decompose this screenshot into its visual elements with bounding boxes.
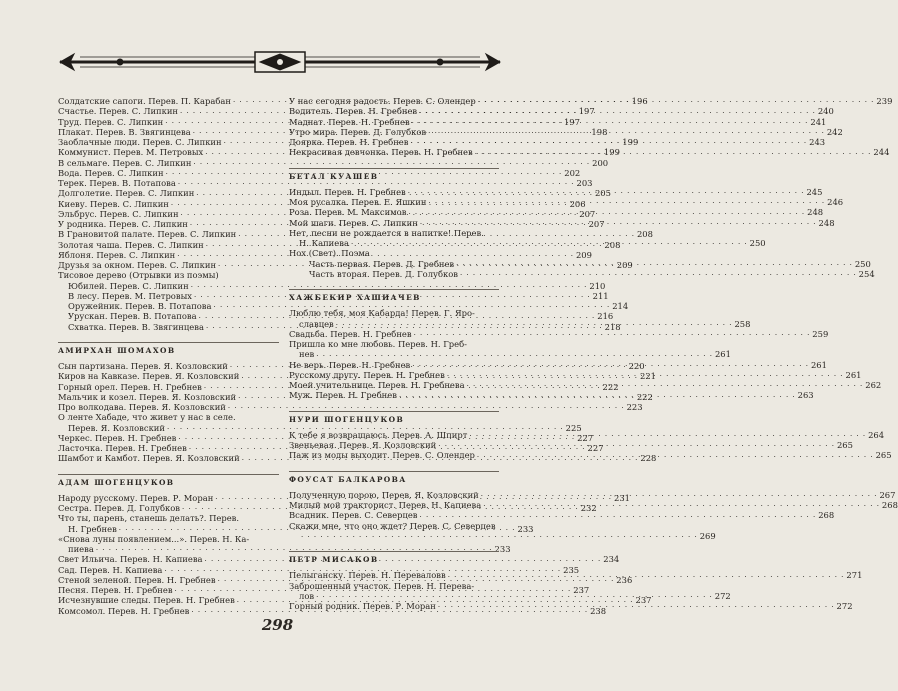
leader-dots <box>301 533 698 541</box>
toc-entry-page: 221 <box>640 371 656 382</box>
toc-entry <box>289 349 731 360</box>
toc-entry-page: 265 <box>836 440 853 450</box>
toc-entry <box>289 581 499 591</box>
toc-entry-title: Н. Капиева <box>299 238 349 248</box>
leader-dots <box>428 126 825 137</box>
toc-entry-title: Урускан. Перев. В. Потапова <box>68 311 197 322</box>
toc-entry <box>58 412 279 422</box>
toc-entry-title: Полученную порою. Перев. Я. Козловский <box>289 489 479 500</box>
toc-entry-page: 225 <box>565 422 582 433</box>
toc-entry-title: Оружейник. Перев. В. Потапова <box>68 301 212 311</box>
toc-entry-page: 222 <box>636 391 653 402</box>
toc-entry-title: Индыл. Перев. Н. Гребнев <box>289 186 406 197</box>
toc-entry-title: Пелыганску. Перев. Н. Переваловв <box>289 570 446 581</box>
toc-entry-page: 197 <box>563 116 580 127</box>
toc-entry-title: Черкес. Перев. Н. Гребнев <box>58 432 177 443</box>
toc-entry-title: Ласточка. Перев. Н. Гребнев <box>58 443 187 453</box>
section-author-heading: ХАЖБЕКИР ХАШИАЧЕВ <box>289 289 499 303</box>
toc-entry-page: 222 <box>602 381 619 392</box>
toc-entry-title: Некрасивая девчонка. Перев. Н. Гребнев <box>289 147 473 158</box>
toc-entry-page: 197 <box>578 106 595 117</box>
toc-entry-title: Часть первая. Перев. Д. Гребнев <box>309 258 455 269</box>
leader-dots <box>469 432 866 440</box>
toc-entry-page: 268 <box>881 500 898 510</box>
toc-entry-title: Мой шаги. Перев. С. Липкин <box>289 217 418 228</box>
toc-entry-title: Сестра. Перев. Д. Голубков <box>58 503 180 513</box>
toc-entry-title: Киров на Кавказе. Перев. Я. Козловский <box>58 371 240 382</box>
toc-entry-title: Шамбот и Камбот. Перев. Я. Козловский <box>58 453 240 464</box>
toc-entry <box>58 513 279 523</box>
toc-entry-title: Плакат. Перев. В. Звягинцева <box>58 126 191 137</box>
leader-dots <box>456 261 853 269</box>
toc-entry <box>289 339 499 349</box>
toc-entry-page: 208 <box>604 239 621 250</box>
toc-entry-page: 214 <box>612 301 629 311</box>
leader-dots <box>420 220 817 228</box>
toc-entry-page: 239 <box>876 96 893 106</box>
toc-entry-page: 243 <box>809 137 826 147</box>
toc-entry-title: Яблоня. Перев. С. Липкин <box>58 249 176 260</box>
toc-entry-page: 227 <box>587 443 604 453</box>
toc-entry-page: 241 <box>810 116 827 127</box>
toc-entry-title: Заоблачные люди. Перев. С. Липкин <box>58 137 222 147</box>
toc-entry-title: В лесу. Перев. М. Петровых <box>68 290 192 301</box>
toc-entry-title: Песня. Перев. Н. Гребнев <box>58 585 173 595</box>
toc-entry-title: Водитель. Перев. Н. Гребнев <box>289 106 418 117</box>
toc-entry-page: 265 <box>875 450 892 461</box>
toc-entry-title: Свадьба. Перев. Н. Гребнев <box>289 328 412 339</box>
section-author-heading: БЕТАЛ КУАШЕВ <box>289 168 499 182</box>
toc-entry-title: Пришла ко мне любовь. Перев. Н. Греб- <box>289 339 467 349</box>
toc-entry <box>289 228 499 238</box>
toc-entry-title: Утро мира. Перев. Д. Голубков <box>289 126 427 137</box>
toc-entry-page: 233 <box>517 523 534 534</box>
toc-entry-title: Горный орел. Перев. Н. Гребнев <box>58 381 202 392</box>
toc-entry-page: 203 <box>576 178 593 188</box>
toc-entry-title: Что ты, парень, станешь делать?. Перев. <box>58 513 240 524</box>
toc-entry-page: 269 <box>699 530 716 541</box>
toc-entry-page: 233 <box>494 544 511 554</box>
toc-entry-title: Схватка. Перев. В. Звягинцева <box>68 321 204 332</box>
toc-entry-title: Эльбрус. Перев. С. Липкин <box>58 208 179 219</box>
toc-entry-title: К тебе я возвращаюсь. Перев. А. Шпирт <box>289 429 468 440</box>
toc-entry <box>289 521 499 531</box>
toc-entry-page: 248 <box>818 217 835 228</box>
toc-entry-page: 258 <box>734 318 751 329</box>
toc-entry-title: Милый мой тракторист. Перев. Н. Капиева <box>289 500 482 510</box>
toc-entry-title: Золотая чаша. Перев. С. Липкин <box>58 239 204 250</box>
leader-dots <box>419 109 816 117</box>
toc-entry-title: Комсомол. Перев. Н. Гребнев <box>58 605 190 616</box>
section-author-heading: ФОУСАТ БАЛКАРОВА <box>289 471 499 485</box>
leader-dots <box>414 331 811 339</box>
toc-entry-page: 228 <box>640 453 657 464</box>
toc-entry-page: 220 <box>628 361 645 371</box>
toc-entry-title: Перев. Я. Козловский <box>68 422 165 433</box>
toc-entry-page: 231 <box>613 492 630 503</box>
toc-entry-page: 216 <box>597 311 614 322</box>
toc-entry <box>58 178 593 188</box>
toc-entry-title: Доярка. Перев. Н. Гребнев <box>289 137 409 147</box>
toc-entry-title: пиева <box>68 544 94 554</box>
toc-entry-title: У родника. Перев. С. Липкин <box>58 219 188 229</box>
toc-entry-title: Заброшенный участок. Перев. Н. Перева- <box>289 580 475 591</box>
leader-dots <box>316 593 713 601</box>
toc-entry-page: 218 <box>604 321 621 332</box>
leader-dots <box>316 352 713 360</box>
toc-entry-title: Звеньевая. Перев. Я. Козловский <box>289 440 437 450</box>
toc-entry-title: Часть вторая. Перев. Д. Голубков <box>309 268 458 279</box>
section-author-heading: НУРИ ШОГЕНЦУКОВ <box>289 411 499 425</box>
toc-entry-title: Народу русскому. Перев. Р. Моран <box>58 492 214 503</box>
toc-entry-title: Долголетие. Перев. С. Липкин <box>58 188 195 199</box>
toc-entry-title: лов <box>299 590 315 601</box>
toc-entry-page: 198 <box>591 126 608 137</box>
toc-entry-title: Сын партизана. Перев. Я. Козловский <box>58 361 228 371</box>
toc-entry <box>58 544 511 554</box>
toc-entry-page: 272 <box>714 590 731 601</box>
toc-entry-page: 207 <box>588 219 605 229</box>
toc-entry-page: 264 <box>868 429 885 440</box>
toc-entry-page: 262 <box>865 380 882 390</box>
toc-entry-page: 234 <box>603 554 620 565</box>
toc-entry-title: Паж из моды выходит. Перев. С. Олендер <box>289 450 475 461</box>
toc-entry-page: 246 <box>827 197 844 207</box>
toc-entry-title: У нас сегодня радость. Перев. С. Олендер <box>289 96 476 106</box>
leader-dots <box>412 116 809 127</box>
toc-entry <box>58 301 629 311</box>
toc-entry-page: 261 <box>845 369 862 380</box>
toc-entry-title: Роза. Перев. М. Максимов <box>289 207 407 218</box>
toc-entry-title: Солдатские сапоги. Перев. П. Карабан <box>58 96 231 106</box>
toc-entry-page: 206 <box>569 198 586 209</box>
toc-entry <box>289 328 829 339</box>
toc-entry <box>58 280 606 291</box>
toc-entry-page: 237 <box>573 585 590 595</box>
toc-entry-title: Н. Гребнев <box>68 523 117 534</box>
toc-entry-page: 261 <box>810 359 827 370</box>
toc-entry-page: 267 <box>879 489 896 500</box>
leader-dots <box>478 98 875 106</box>
toc-entry-title: Про волкодава. Перев. Я. Козловский <box>58 402 226 412</box>
toc-entry-page: 242 <box>826 126 843 137</box>
toc-entry-page: 271 <box>846 570 863 581</box>
toc-entry-page: 244 <box>873 147 890 158</box>
section-author-heading: АДАМ ШОГЕНЦУКОВ <box>58 474 279 488</box>
leader-dots <box>408 189 805 197</box>
page-number: 298 <box>261 616 294 634</box>
toc-entry-title: Русскому другу. Перев. Н. Гребнев <box>289 369 445 380</box>
toc-entry-title: Скажи мне, что оно ждет? Перев. С. Северцев <box>289 520 496 531</box>
toc-entry <box>58 157 609 168</box>
toc-entry-page: 240 <box>817 106 834 117</box>
toc-entry-title: нев <box>299 349 315 360</box>
toc-entry-title: Друзья за окном. Перев. С. Липкин <box>58 260 217 270</box>
toc-entry-page: 250 <box>854 258 871 269</box>
toc-entry <box>58 422 582 433</box>
leader-dots <box>412 362 809 370</box>
toc-entry-title: Киеву. Перев. С. Липкин <box>58 198 169 209</box>
leader-dots <box>460 271 857 279</box>
toc-entry-page: 227 <box>577 432 594 443</box>
toc-entry-title: Вода. Перев. С. Липкин <box>58 167 164 178</box>
toc-entry <box>289 510 835 521</box>
section-author-heading: ПЕТР МИСАКОВ <box>289 551 499 565</box>
toc-entry-page: 236 <box>616 574 633 585</box>
leader-dots <box>438 442 835 450</box>
toc-entry-page: 245 <box>806 186 823 197</box>
toc-entry-title: Труд. Перев. С. Липкин <box>58 116 164 127</box>
toc-entry-page: 272 <box>836 601 853 611</box>
leader-dots <box>410 139 807 147</box>
toc-entry-title: Нох (Свет). Поэма <box>289 248 370 259</box>
toc-entry-page: 200 <box>592 157 609 168</box>
toc-entry-page: 223 <box>626 402 643 412</box>
toc-entry-title: Люблю тебя, моя Кабарда! Перев. Г. Яро- <box>289 308 475 319</box>
toc-entry-title: «Снова луны появлением...». Перев. Н. Ка- <box>58 533 250 544</box>
leader-dots <box>408 210 805 218</box>
toc-entry-page: 250 <box>749 238 766 248</box>
toc-entry-title: В сельмаге. Перев. С. Липкин <box>58 157 192 168</box>
toc-entry-title: Горный родник. Перев. Р. Моран <box>289 601 436 611</box>
toc-entry-title: Стеной зеленой. Перев. Н. Гребнев <box>58 574 216 585</box>
toc-entry-title: Счастье. Перев. С. Липкин <box>58 106 179 117</box>
toc-entry-page: 237 <box>635 595 652 606</box>
toc-entry-page: 199 <box>603 147 620 158</box>
toc-entry-title: Всадник. Перев. С. Северцев <box>289 510 418 521</box>
leader-dots <box>336 321 733 329</box>
toc-entry-title: славцев <box>299 318 334 329</box>
toc-entry-page: 202 <box>564 167 581 178</box>
leader-dots <box>477 453 874 464</box>
leader-dots <box>467 382 864 390</box>
leader-dots <box>448 573 845 581</box>
toc-entry-page: 207 <box>579 208 596 219</box>
toc-entry <box>58 402 643 412</box>
leader-dots <box>483 502 880 510</box>
toc-entry-page: 208 <box>636 229 653 240</box>
toc-entry-page: 209 <box>575 249 592 260</box>
leader-dots <box>428 199 825 207</box>
leader-dots <box>420 513 817 521</box>
toc-entry-title: Юбилей. Перев. С. Липкин <box>68 280 189 291</box>
leader-dots <box>351 240 748 248</box>
toc-entry-title: Муж. Перев. Н. Гребнев <box>289 390 397 401</box>
toc-entry-title: Мальчик и козел. Перев. Я. Козловский <box>58 391 237 402</box>
toc-entry-title: Нет, песни не рождается в напитке! Перев. <box>289 227 484 238</box>
toc-entry-page: 199 <box>622 137 639 147</box>
toc-entry-page: 268 <box>818 510 835 521</box>
toc-entry-page: 248 <box>807 207 824 218</box>
toc-entry-title: Сад. Перев. Н. Капиева <box>58 564 163 575</box>
toc-entry <box>289 268 875 279</box>
toc-entry-title: Исчезнувшие следы. Перев. Н. Гребнев <box>58 595 235 606</box>
toc-entry <box>58 564 580 575</box>
toc-entry-title: Маднат. Перев. Н. Гребнев <box>289 116 410 127</box>
header-ornament <box>60 45 500 79</box>
toc-entry-page: 209 <box>616 260 633 270</box>
toc-entry <box>58 270 279 280</box>
leader-dots <box>399 393 796 401</box>
toc-entry-title: Не верь. Перев. Н. Гребнев <box>289 359 411 370</box>
toc-entry-title: В Грановитой палате. Перев. С. Липкин <box>58 229 237 240</box>
toc-entry <box>289 308 499 318</box>
toc-entry-page: 261 <box>714 349 731 360</box>
toc-entry-page: 232 <box>580 503 597 513</box>
toc-entry <box>289 248 499 258</box>
leader-dots <box>481 492 878 500</box>
toc-entry-title: Терек. Перев. В. Потапова <box>58 178 176 188</box>
toc-entry-page: 235 <box>563 564 580 575</box>
toc-entry-page: 210 <box>589 280 606 291</box>
toc-entry-title: Тисовое дерево (Отрывки из поэмы) <box>58 270 219 281</box>
toc-entry-page: 259 <box>812 328 829 339</box>
toc-entry-title: Коммунист. Перев. М. Петровых <box>58 147 204 158</box>
toc-entry-title: О ленте Хабаде, что живет у нас в селе. <box>58 412 236 423</box>
leader-dots <box>447 372 844 380</box>
toc-entry <box>289 530 716 541</box>
toc-entry-page: 211 <box>592 290 609 301</box>
toc-entry <box>58 534 279 544</box>
toc-entry-page: 205 <box>594 188 611 199</box>
toc-entry-title: Моей учительнице. Перев. Н. Гребнева <box>289 380 465 390</box>
section-author-heading: АМИРХАН ШОМАХОВ <box>58 342 279 356</box>
toc-entry-title: Моя русалка. Перев. Е. Яшкин <box>289 197 427 207</box>
toc-entry-page: 196 <box>631 96 648 106</box>
leader-dots <box>438 603 835 611</box>
toc-entry-page: 254 <box>858 268 875 279</box>
toc-entry-title: Свет Ильича. Перев. Н. Капиева <box>58 554 203 565</box>
toc-entry-page: 238 <box>590 605 607 616</box>
toc-entry-page: 263 <box>797 390 814 401</box>
leader-dots <box>475 150 872 158</box>
